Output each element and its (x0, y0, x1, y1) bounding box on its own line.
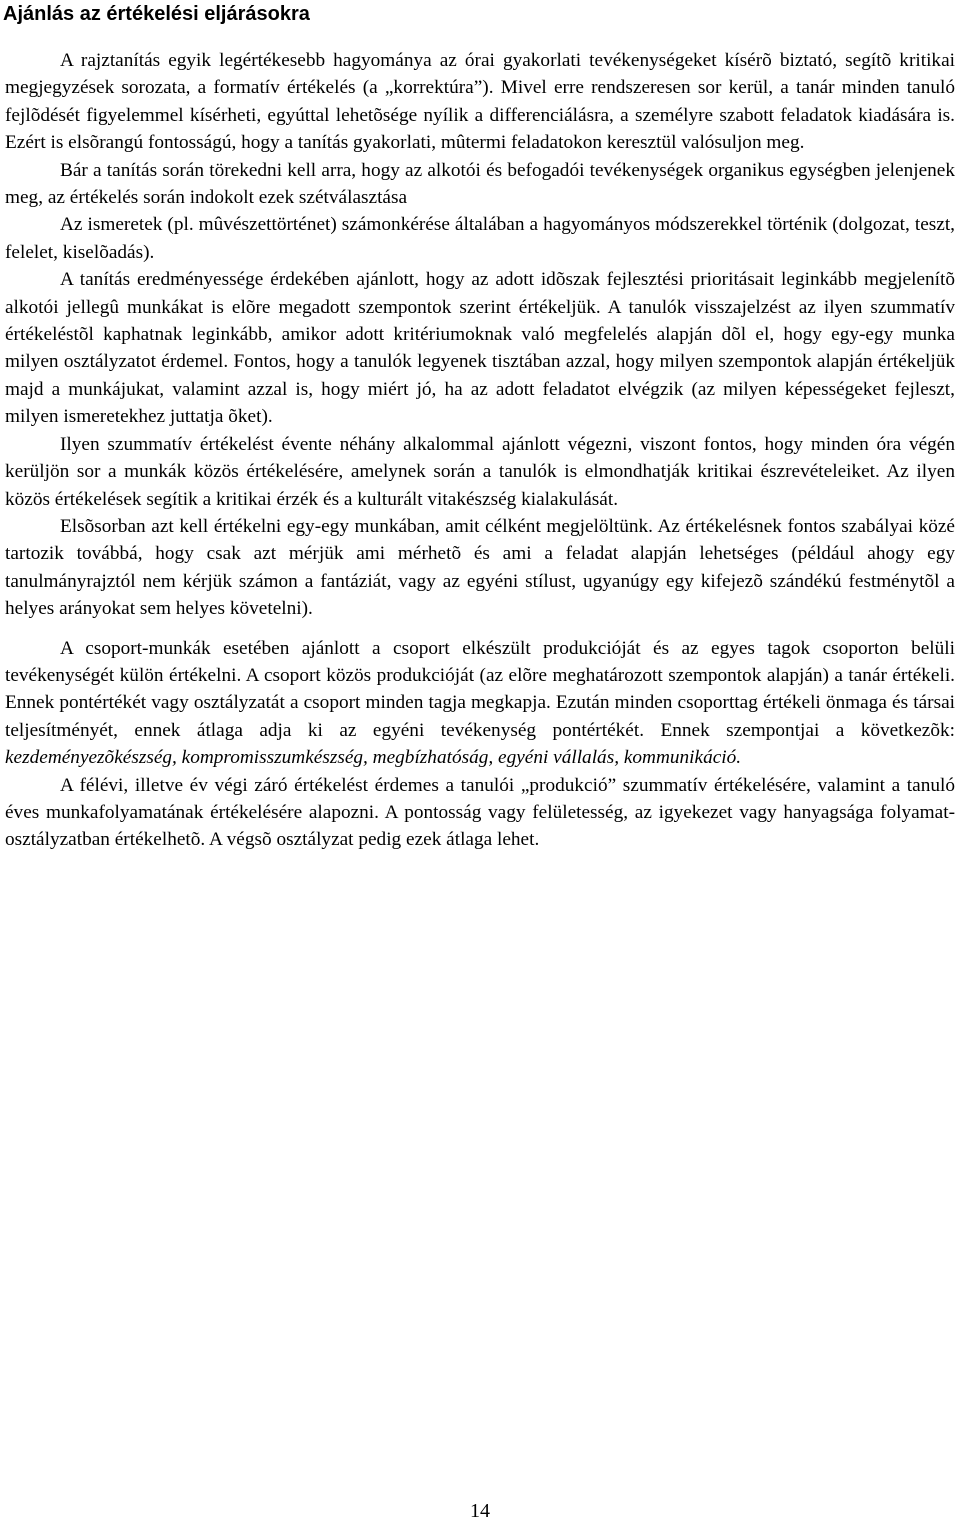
body-text (5, 47, 955, 854)
group-work-text: A csoport-munkák esetében ajánlott a csoport elkészült produkcióját és az egyes tagok csoporton belüli tevékenységét külön értékelni. A csoport közös produkcióját (az elõre meghatározott szempontok alapján) a tanár értékeli. Ennek pontértékét vagy osztályzatát a csoport minden tagja megkapja. Ezután minden csoporttag értékeli önmaga és társai teljesítményét, ennek átlaga adja ki az egyéni tevékenység pontértékét. Ennek szempontjai a következõk: (5, 637, 955, 741)
paragraph-summative: A tanítás eredményessége érdekében ajánlott, hogy az adott idõszak fejlesztési prioritásait leginkább megjelenítõ alkotói jellegû munkákat is elõre megadott szempontok szerint értékeljük. A tanulók visszajelzést az ilyen szummatív értékeléstõl kaphatnak leginkább, amikor adott kritériumoknak való megfelelés alapján dõl el, hogy egy-egy munka milyen osztályzatot érdemel. Fontos, hogy a tanulók legyenek tisztában azzal, hogy milyen szempontok alapján értékeljük majd a munkájukat, valamint azzal is, hogy miért jó, ha az adott feladatot elvégzik (az milyen képességeket fejleszt, milyen ismeretekhez juttatja õket). (5, 269, 955, 428)
paragraph-formative: A rajztanítás egyik legértékesebb hagyománya az órai gyakorlati tevékenységeket kísérõ biztató, segítõ kritikai megjegyzések sorozata, a formatív értékelés (a „korrektúra”). Mivel erre rendszeresen sor kerül, a tanár minden tanuló fejlõdését figyelemmel kísérheti, egyúttal lehetõsége nyílik a differenciálásra, a személyre szabott feladatok kiadására is. Ezért is elsõrangú fontosságú, hogy a tanítás gyakorlati, mûtermi feladatokon keresztül valósuljon meg. (5, 50, 955, 154)
section-heading: Ajánlás az értékelési eljárásokra (3, 3, 310, 25)
paragraph-separation: Bár a tanítás során törekedni kell arra, hogy az alkotói és befogadói tevékenységek organikus egységben jelenjenek meg, az értékelés során indokolt ezek szétválasztása (5, 159, 955, 209)
paragraph-final-evaluation: A félévi, illetve év végi záró értékelést érdemes a tanulói „produkció” szummatív értékelésére, valamint a tanuló éves munkafolyamatának értékelésére alapozni. A pontosság vagy felületesség, az igyekezet vagy hanyagsága folyamat-osztályzatban értékelhetõ. A végsõ osztályzat pedig ezek átlaga lehet. (5, 774, 955, 851)
criteria-list: kezdeményezõkészség, kompromisszumkészség, megbízhatóság, egyéni vállalás, kommunikáció. (5, 747, 742, 769)
paragraph-knowledge: Az ismeretek (pl. mûvészettörténet) számonkérése általában a hagyományos módszerekkel történik (dolgozat, teszt, felelet, kiselõadás). (5, 214, 955, 263)
paragraph-group-work (5, 635, 955, 772)
page-number: 14 (470, 1500, 490, 1522)
paragraph-common-evaluation: Ilyen szummatív értékelést évente néhány alkalommal ajánlott végezni, viszont fontos, hogy minden óra végén kerüljön sor a munkák közös értékelésére, amelynek során a tanulók is elmondhatják kritikai észrevételeiket. Az ilyen közös értékelések segítik a kritikai érzék és a kulturált vitakészség kialakulását. (5, 433, 955, 510)
paragraph-rules: Elsõsorban azt kell értékelni egy-egy munkában, amit célként megjelöltünk. Az értékelésnek fontos szabályai közé tartozik továbbá, hogy csak azt mérjük ami mérhetõ és ami a feladat alapján lehetséges (például ahogy egy tanulmányrajztól nem kérjük számon a fantáziát, vagy az egyéni stílust, ugyanúgy egy kifejezõ szándékú festménytõl a helyes arányokat sem helyes követelni). (5, 515, 955, 620)
